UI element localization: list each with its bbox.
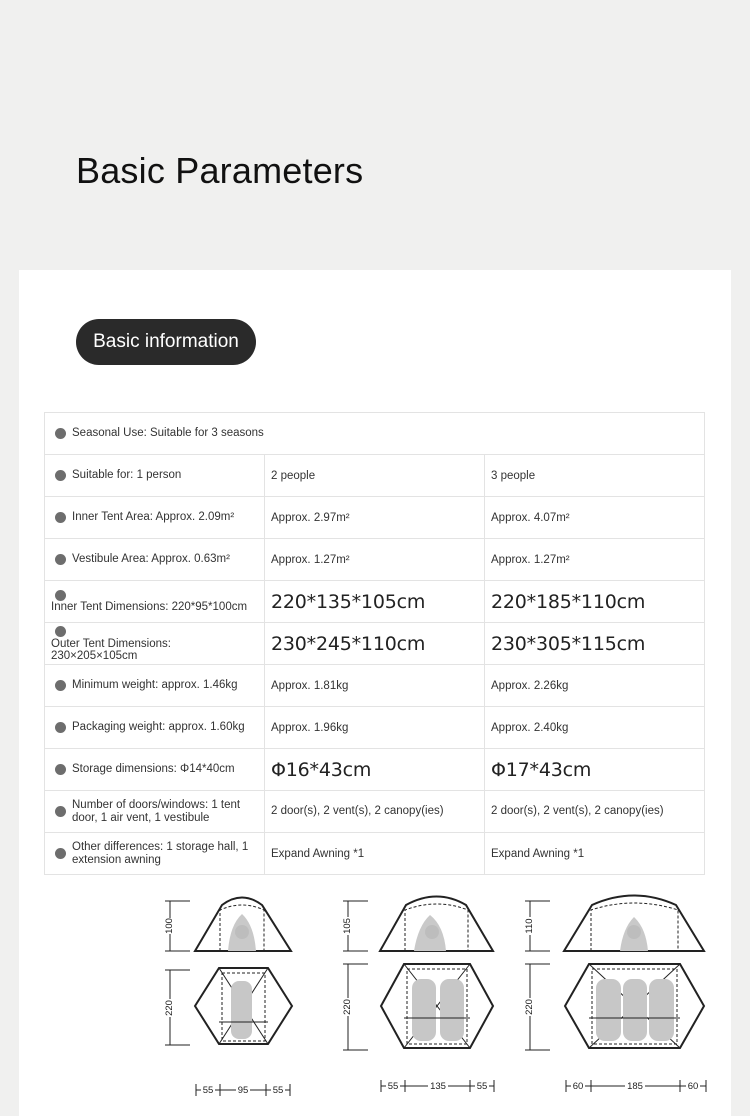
table-cell <box>45 665 265 707</box>
bullet-dot-icon <box>55 764 66 775</box>
table-row <box>45 833 705 875</box>
width-label: 135 <box>430 1081 446 1092</box>
height-label: 110 <box>524 918 535 934</box>
bullet-dot-icon <box>55 680 66 691</box>
vestibule-label: 55 <box>387 1081 399 1092</box>
table-cell <box>45 413 705 455</box>
table-cell <box>45 749 265 791</box>
table-cell: 2 door(s), 2 vent(s), 2 canopy(ies) <box>265 791 485 833</box>
bullet-dot-icon <box>55 554 66 565</box>
table-row <box>45 623 705 665</box>
length-label: 220 <box>164 1000 175 1016</box>
table-cell: 220*185*110cm <box>485 581 705 623</box>
table-cell: 3 people <box>485 455 705 497</box>
table-row <box>45 707 705 749</box>
length-label: 220 <box>524 999 535 1015</box>
table-row <box>45 791 705 833</box>
vestibule-label: 55 <box>272 1085 284 1096</box>
table-cell: 220*135*105cm <box>265 581 485 623</box>
table-cell <box>45 791 265 833</box>
table-cell <box>45 581 265 623</box>
bullet-dot-icon <box>55 590 66 601</box>
table-row <box>45 497 705 539</box>
row-label: Storage dimensions: Φ14*40cm <box>72 763 235 776</box>
length-label: 220 <box>342 999 353 1015</box>
bullet-dot-icon <box>55 512 66 523</box>
row-label: Minimum weight: approx. 1.46kg <box>72 679 238 692</box>
bullet-dot-icon <box>55 470 66 481</box>
table-cell: Approx. 1.81kg <box>265 665 485 707</box>
section-pill: Basic information <box>76 319 256 365</box>
table-cell: 2 door(s), 2 vent(s), 2 canopy(ies) <box>485 791 705 833</box>
row-label: Number of doors/windows: 1 tent door, 1 air vent, 1 vestibule <box>72 798 241 824</box>
row-label: Seasonal Use: Suitable for 3 seasons <box>72 427 264 440</box>
row-label: Vestibule Area: Approx. 0.63m² <box>72 553 230 566</box>
table-cell: Approx. 1.27m² <box>485 539 705 581</box>
row-label: Suitable for: 1 person <box>72 469 182 482</box>
tent-diagrams-svg <box>0 880 750 1110</box>
row-label: Packaging weight: approx. 1.60kg <box>72 721 245 734</box>
vestibule-label: 60 <box>572 1081 584 1092</box>
table-row <box>45 665 705 707</box>
table-cell: Φ17*43cm <box>485 749 705 791</box>
table-cell <box>45 833 265 875</box>
table-cell: 2 people <box>265 455 485 497</box>
table-row <box>45 455 705 497</box>
row-label: Inner Tent Dimensions: 220*95*100cm <box>51 601 248 614</box>
table-cell <box>45 497 265 539</box>
bullet-dot-icon <box>55 722 66 733</box>
bullet-dot-icon <box>55 626 66 637</box>
table-cell <box>45 539 265 581</box>
tent-diagram-1 <box>165 898 292 1097</box>
table-cell: Approx. 4.07m² <box>485 497 705 539</box>
table-row <box>45 581 705 623</box>
table-cell: Φ16*43cm <box>265 749 485 791</box>
table-row <box>45 749 705 791</box>
table-cell: Approx. 2.26kg <box>485 665 705 707</box>
vestibule-label: 55 <box>476 1081 488 1092</box>
height-label: 100 <box>164 918 175 934</box>
table-row <box>45 539 705 581</box>
table-cell <box>45 623 265 665</box>
table-cell: Approx. 1.96kg <box>265 707 485 749</box>
height-label: 105 <box>342 918 353 934</box>
page-title: Basic Parameters <box>76 150 364 191</box>
vestibule-label: 55 <box>202 1085 214 1096</box>
table-cell: Expand Awning *1 <box>485 833 705 875</box>
table-cell <box>45 707 265 749</box>
table-cell: Approx. 2.40kg <box>485 707 705 749</box>
row-label: Outer Tent Dimensions: 230×205×105cm <box>51 637 171 662</box>
bullet-dot-icon <box>55 428 66 439</box>
tent-diagram-2 <box>343 897 494 1093</box>
table-cell: Expand Awning *1 <box>265 833 485 875</box>
width-label: 95 <box>237 1085 249 1096</box>
width-label: 185 <box>627 1081 643 1092</box>
table-row <box>45 413 705 455</box>
table-cell <box>45 455 265 497</box>
tent-diagrams <box>0 880 750 1110</box>
bullet-dot-icon <box>55 848 66 859</box>
row-label: Other differences: 1 storage hall, 1 extension awning <box>72 840 249 866</box>
tent-diagram-3 <box>525 896 706 1093</box>
bullet-dot-icon <box>55 806 66 817</box>
vestibule-label: 60 <box>687 1081 699 1092</box>
table-cell: 230*305*115cm <box>485 623 705 665</box>
row-label: Inner Tent Area: Approx. 2.09m² <box>72 511 235 524</box>
table-cell: Approx. 1.27m² <box>265 539 485 581</box>
table-cell: Approx. 2.97m² <box>265 497 485 539</box>
parameters-table <box>44 412 705 875</box>
table-cell: 230*245*110cm <box>265 623 485 665</box>
